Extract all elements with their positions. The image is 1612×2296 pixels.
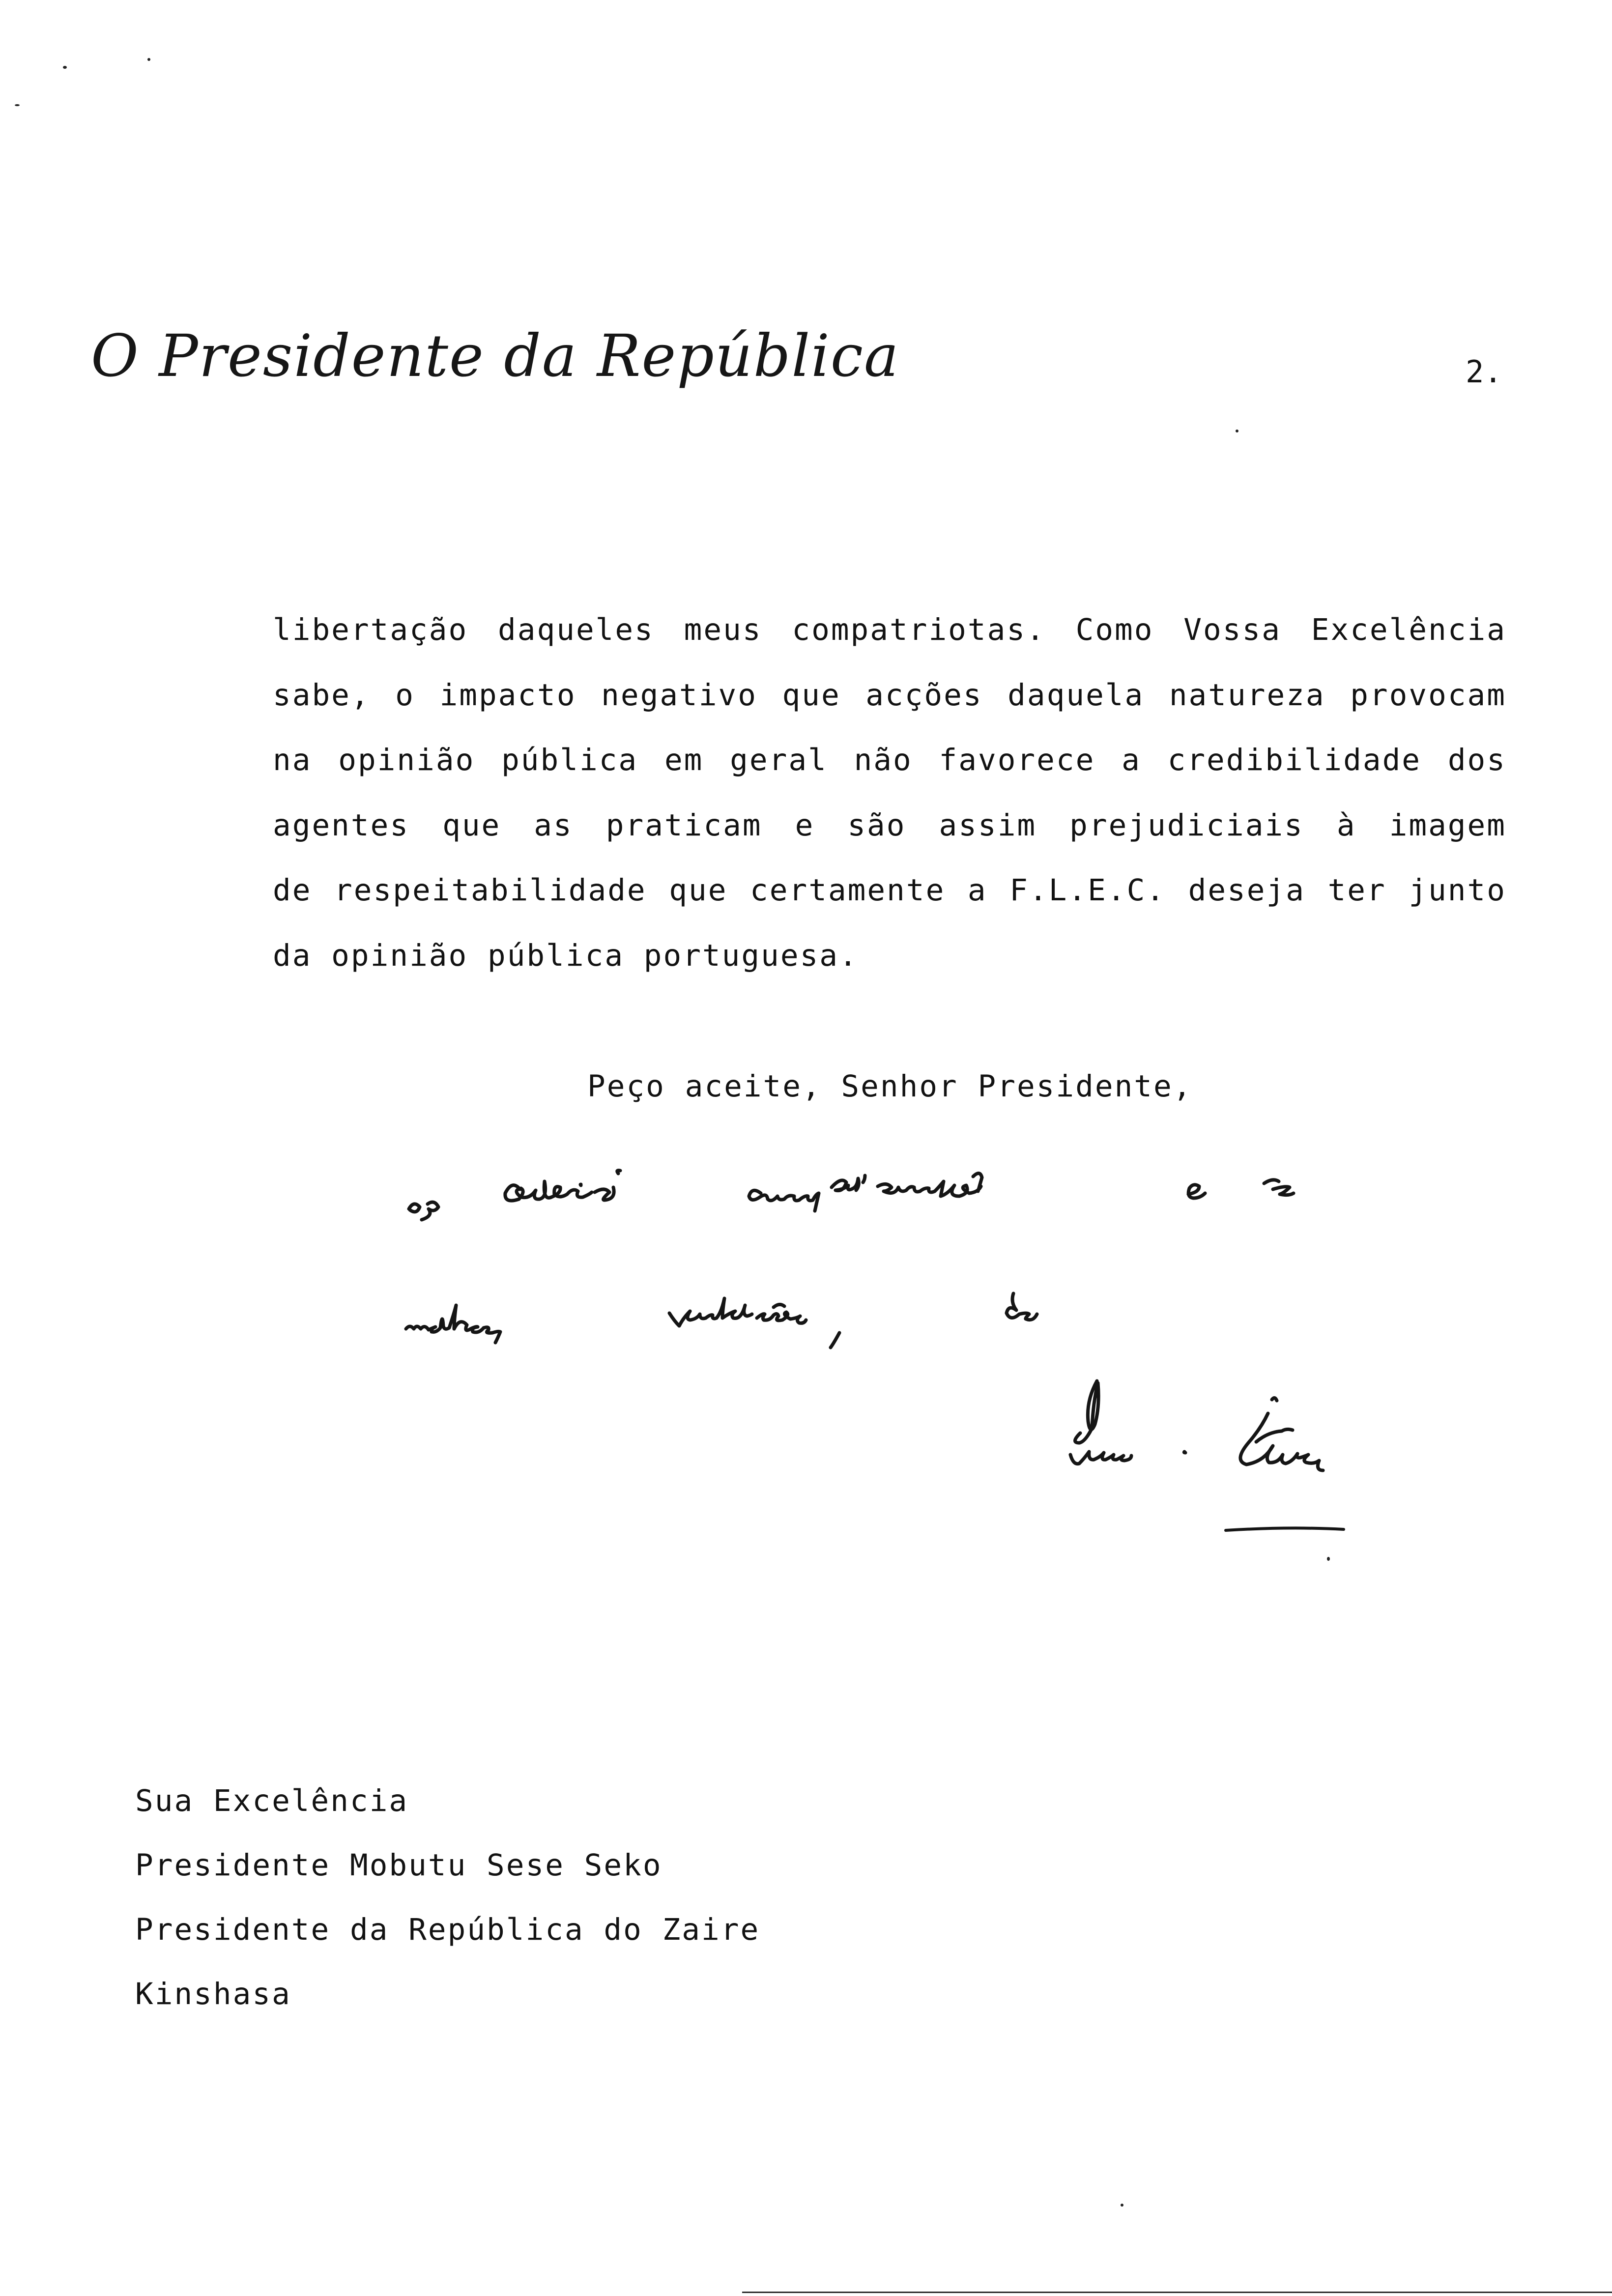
addressee-line: Sua Excelência [135,1783,409,1818]
scan-speck [1327,1557,1330,1561]
handwriting-line-1 [409,1171,1294,1220]
scan-edge-line [742,2292,1612,2293]
body-paragraph [273,610,1506,1001]
body-line: libertação daqueles meus compatriotas. Como Vossa Excelência [273,612,1506,647]
addressee-line: Kinshasa [135,1977,291,2011]
body-line: sabe, o impacto negativo que acções daquela natureza provocam [273,677,1506,713]
body-line: agentes que as praticam e são assim prejudiciais à imagem [273,807,1506,843]
signature [1070,1381,1344,1530]
scan-speck [15,104,20,106]
addressee-block [135,1781,760,2039]
handwriting-line-2 [406,1293,1037,1348]
scan-speck [1121,2204,1123,2207]
addressee-line: Presidente Mobutu Sese Seko [135,1848,662,1883]
scan-speck [63,66,67,69]
letterhead-title: O Presidente da República [91,322,900,390]
body-line: na opinião pública em geral não favorece a credibilidade dos [273,743,1506,777]
addressee-line: Presidente da República do Zaire [135,1912,760,1947]
page-number: 2. [1466,354,1502,390]
body-line: da opinião pública portuguesa. [273,938,859,973]
scan-speck [1236,430,1238,432]
body-line: de respeitabilidade que certamente a F.L.E.C. deseja ter junto [273,873,1506,908]
closing-phrase: Peço aceite, Senhor Presidente, [587,1069,1193,1104]
scan-speck [147,58,150,61]
